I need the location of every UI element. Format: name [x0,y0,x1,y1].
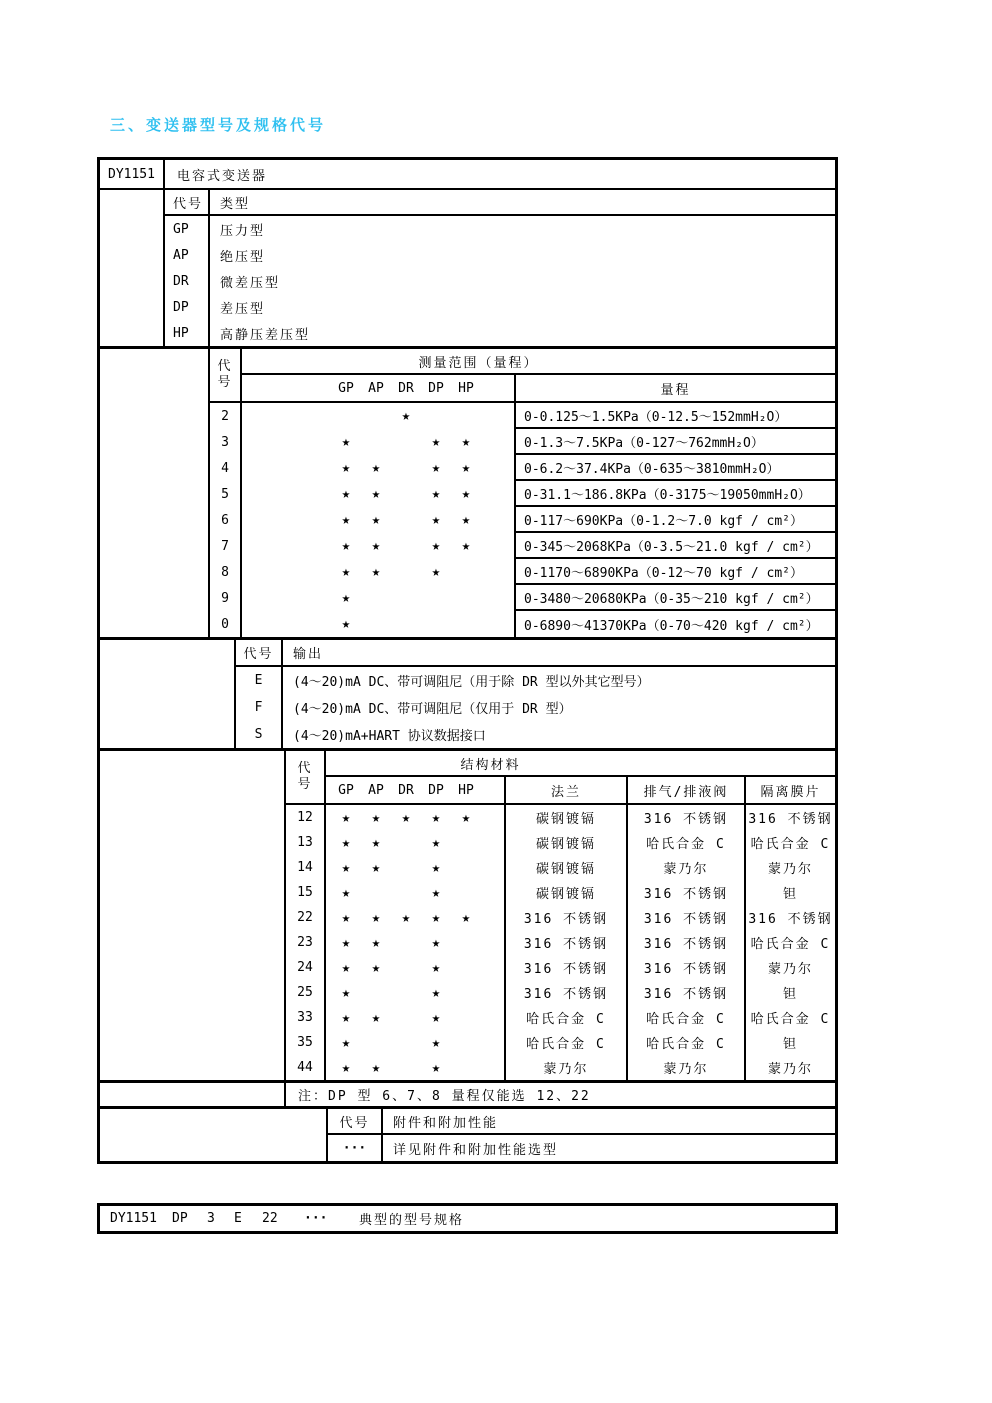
output-code-cell: F [236,694,283,721]
star-icon: ★ [461,538,471,554]
type-code-cell: AP [165,242,210,268]
material-code-cell: 33 [286,1005,326,1030]
model-desc-cell: 电容式变送器 [177,168,268,184]
type-label-cell: 差压型 [220,301,266,317]
column-label-dr: DR [398,782,414,798]
column-label-ap: AP [368,380,384,396]
flange-cell: 316 不锈钢 [506,905,628,930]
flange-cell: 蒙乃尔 [506,1055,628,1080]
diaphragm-cell: 蒙乃尔 [767,862,813,877]
star-icon: ★ [461,486,471,502]
star-icon: ★ [461,512,471,528]
range-star-cells [242,585,516,611]
material-code-cell: 24 [286,955,326,980]
type-label-cell: 压力型 [220,223,266,239]
accessory-header-row [328,1109,835,1135]
range-value-cell: 0-117～690KPa（0-1.2～7.0 kgf / cm²） [516,507,835,533]
column-label-hp: HP [458,380,474,396]
star-icon: ★ [371,512,381,528]
star-icon: ★ [341,1009,351,1026]
material-code-cell: 12 [286,805,326,830]
accessory-code-header: 代号 [328,1109,383,1133]
star-icon: ★ [341,834,351,851]
column-label-gp: GP [338,782,354,798]
star-icon: ★ [431,959,441,976]
material-code-cell: 15 [286,880,326,905]
valve-cell: 蒙乃尔 [628,855,746,880]
star-icon: ★ [341,564,351,580]
range-code-cell: 4 [210,455,242,481]
star-icon: ★ [371,959,381,976]
star-icon: ★ [341,959,351,976]
type-code-cell: HP [165,320,210,346]
range-code-cell: 9 [210,585,242,611]
type-header-row [165,190,835,216]
range-code-cell: 3 [210,429,242,455]
star-icon: ★ [431,1059,441,1076]
type-row [165,320,835,346]
model-row [100,160,835,188]
range-star-cells [242,559,516,585]
material-row [286,980,835,1005]
diaphragm-cell: 蒙乃尔 [767,962,813,977]
diaphragm-cell: 哈氏合金 C [750,937,831,952]
type-label-header: 类型 [220,196,251,212]
range-code-cell: 2 [210,403,242,429]
range-section [100,346,835,637]
valve-cell: 哈氏合金 C [628,1030,746,1055]
flange-cell: 碳钢镀镉 [506,830,628,855]
range-subheader-row [242,375,835,401]
accessory-label-header: 附件和附加性能 [393,1115,499,1131]
example-table [97,1203,838,1234]
flange-cell: 316 不锈钢 [506,955,628,980]
star-icon: ★ [341,590,351,606]
material-left-spacer [100,751,286,1080]
star-icon: ★ [431,512,441,528]
star-icon: ★ [431,460,441,476]
range-model-columns [242,375,516,401]
flange-cell: 哈氏合金 C [506,1005,628,1030]
type-code-cell: DR [165,268,210,294]
star-icon: ★ [431,538,441,554]
material-star-cells [326,1030,506,1055]
material-row [286,1005,835,1030]
star-icon: ★ [341,884,351,901]
range-value-cell: 0-31.1～186.8KPa（0-3175～19050mmH₂O） [516,481,835,507]
accessory-label-cell: 详见附件和附加性能选型 [393,1142,559,1158]
range-row [210,403,835,429]
material-title-cell: 结构材料 [326,751,835,777]
material-star-cells [326,880,506,905]
star-icon: ★ [341,512,351,528]
column-label-ap: AP [368,782,384,798]
valve-cell: 哈氏合金 C [628,1005,746,1030]
range-value-cell: 0-345～2068KPa（0-3.5～21.0 kgf / cm²） [516,533,835,559]
range-row [210,611,835,637]
accessory-left-spacer [100,1109,328,1161]
accessory-row [328,1135,835,1161]
flange-cell: 哈氏合金 C [506,1030,628,1055]
output-label-header: 输出 [293,647,324,662]
star-icon: ★ [401,909,411,926]
range-code-cell: 8 [210,559,242,585]
material-row [286,905,835,930]
diaphragm-cell: 316 不锈钢 [748,812,833,827]
range-code-header: 代 号 [210,349,242,401]
star-icon: ★ [341,1034,351,1051]
range-col-header: 量程 [660,382,691,398]
valve-cell: 316 不锈钢 [628,930,746,955]
star-icon: ★ [341,434,351,450]
material-code-cell: 25 [286,980,326,1005]
flange-cell: 316 不锈钢 [506,980,628,1005]
range-left-spacer [100,349,210,637]
material-star-cells [326,855,506,880]
star-icon: ★ [341,984,351,1001]
range-row [210,429,835,455]
output-label-cell: (4～20)mA DC、带可调阻尼（仅用于 DR 型） [293,702,572,717]
accessory-section [100,1106,835,1161]
material-code-cell: 13 [286,830,326,855]
material-code-cell: 44 [286,1055,326,1080]
flange-col-header: 法兰 [506,777,628,803]
star-icon: ★ [371,460,381,476]
star-icon: ★ [341,538,351,554]
type-section [100,188,835,346]
diaphragm-cell: 钽 [782,1037,798,1052]
valve-cell: 316 不锈钢 [628,980,746,1005]
example-label: 典型的型号规格 [359,1213,465,1228]
column-label-dr: DR [398,380,414,396]
column-label-hp: HP [458,782,474,798]
accessory-code-cell: ··· [328,1135,383,1161]
material-model-columns [326,777,506,803]
type-left-spacer [100,190,165,346]
material-code-cell: 14 [286,855,326,880]
example-material-code: 22 [262,1211,278,1226]
range-value-cell: 0-0.125～1.5KPa（0-12.5～152mmH₂O） [516,403,835,429]
diaphragm-col-header: 隔离膜片 [760,784,821,800]
material-row [286,930,835,955]
output-code-header: 代号 [236,640,283,665]
material-row [286,955,835,980]
star-icon: ★ [431,486,441,502]
range-header [210,349,835,403]
material-star-cells [326,1005,506,1030]
material-row [286,830,835,855]
example-range-code: 3 [207,1211,215,1226]
type-code-header: 代号 [165,190,210,214]
star-icon: ★ [341,460,351,476]
output-left-spacer [100,640,236,748]
flange-cell: 碳钢镀镉 [506,880,628,905]
range-row [210,533,835,559]
star-icon: ★ [371,809,381,826]
star-icon: ★ [371,859,381,876]
range-title-cell: 测量范围（量程） [242,349,835,375]
note-row [100,1080,835,1106]
star-icon: ★ [341,486,351,502]
star-icon: ★ [371,1009,381,1026]
output-code-cell: E [236,667,283,694]
range-row [210,559,835,585]
valve-cell: 316 不锈钢 [628,905,746,930]
output-label-cell: (4～20)mA DC、带可调阻尼（用于除 DR 型以外其它型号） [293,675,650,690]
range-star-cells [242,403,516,429]
valve-cell: 316 不锈钢 [628,880,746,905]
range-code-cell: 5 [210,481,242,507]
star-icon: ★ [461,909,471,926]
range-code-cell: 0 [210,611,242,637]
material-row [286,1030,835,1055]
star-icon: ★ [371,834,381,851]
material-star-cells [326,1055,506,1080]
diaphragm-cell: 钽 [782,887,798,902]
range-star-cells [242,507,516,533]
spec-table [97,157,838,1164]
material-star-cells [326,805,506,830]
material-star-cells [326,955,506,980]
note-text: 注：DP 型 6、7、8 量程仅能选 12、22 [298,1089,591,1104]
material-code-header: 代 号 [286,751,326,803]
star-icon: ★ [401,809,411,826]
star-icon: ★ [461,434,471,450]
model-code-cell: DY1151 [100,160,165,188]
column-label-gp: GP [338,380,354,396]
material-star-cells [326,830,506,855]
type-row [165,216,835,242]
type-row [165,294,835,320]
diaphragm-cell: 钽 [782,987,798,1002]
range-star-cells [242,481,516,507]
page-title: 三、变送器型号及规格代号 [110,116,327,134]
flange-cell: 316 不锈钢 [506,930,628,955]
output-section [100,637,835,748]
example-type-code: DP [172,1211,188,1226]
output-label-cell: (4～20)mA+HART 协议数据接口 [293,729,486,744]
material-code-cell: 22 [286,905,326,930]
star-icon: ★ [371,934,381,951]
star-icon: ★ [431,859,441,876]
material-subheader-row [326,777,835,803]
star-icon: ★ [461,460,471,476]
range-row [210,455,835,481]
range-row [210,585,835,611]
star-icon: ★ [341,809,351,826]
material-code-cell: 23 [286,930,326,955]
note-left-spacer [100,1083,286,1106]
star-icon: ★ [341,616,351,632]
type-label-cell: 高静压差压型 [220,327,311,343]
range-row [210,481,835,507]
valve-cell: 蒙乃尔 [628,1055,746,1080]
diaphragm-cell: 316 不锈钢 [748,912,833,927]
range-code-cell: 6 [210,507,242,533]
star-icon: ★ [431,834,441,851]
range-value-cell: 0-6890～41370KPa（0-70～420 kgf / cm²） [524,618,819,634]
valve-cell: 316 不锈钢 [628,805,746,830]
star-icon: ★ [431,1009,441,1026]
star-icon: ★ [431,564,441,580]
diaphragm-cell: 哈氏合金 C [750,1012,831,1027]
range-value-cell: 0-1.3～7.5KPa（0-127～762mmH₂O） [516,429,835,455]
star-icon: ★ [431,984,441,1001]
star-icon: ★ [431,1034,441,1051]
type-label-cell: 绝压型 [220,249,266,265]
material-star-cells [326,905,506,930]
valve-col-header: 排气/排液阀 [628,777,746,803]
flange-cell: 碳钢镀镉 [506,805,628,830]
type-row [165,268,835,294]
star-icon: ★ [431,809,441,826]
type-code-cell: GP [165,216,210,242]
output-row [236,721,835,748]
example-output-code: E [234,1211,242,1226]
star-icon: ★ [341,859,351,876]
star-icon: ★ [341,934,351,951]
star-icon: ★ [371,1059,381,1076]
material-header [286,751,835,805]
column-label-dp: DP [428,782,444,798]
star-icon: ★ [431,434,441,450]
material-code-cell: 35 [286,1030,326,1055]
star-icon: ★ [401,408,411,424]
range-star-cells [242,611,516,637]
range-code-cell: 7 [210,533,242,559]
star-icon: ★ [431,934,441,951]
star-icon: ★ [341,1059,351,1076]
star-icon: ★ [371,564,381,580]
range-star-cells [242,429,516,455]
output-header-row [236,640,835,667]
material-row [286,805,835,830]
range-value-cell: 0-1170～6890KPa（0-12～70 kgf / cm²） [516,559,835,585]
example-model-code: DY1151 [110,1211,157,1226]
valve-cell: 哈氏合金 C [628,830,746,855]
type-row [165,242,835,268]
type-label-cell: 微差压型 [220,275,281,291]
star-icon: ★ [371,538,381,554]
material-row [286,855,835,880]
output-row [236,667,835,694]
material-star-cells [326,980,506,1005]
range-row [210,507,835,533]
material-section [100,748,835,1080]
material-row [286,1055,835,1080]
valve-cell: 316 不锈钢 [628,955,746,980]
flange-cell: 碳钢镀镉 [506,855,628,880]
column-label-dp: DP [428,380,444,396]
type-code-cell: DP [165,294,210,320]
example-accessory-code: ··· [304,1211,328,1226]
star-icon: ★ [341,909,351,926]
material-row [286,880,835,905]
range-star-cells [242,533,516,559]
star-icon: ★ [431,884,441,901]
star-icon: ★ [431,909,441,926]
diaphragm-cell: 蒙乃尔 [767,1062,813,1077]
star-icon: ★ [371,486,381,502]
diaphragm-cell: 哈氏合金 C [750,837,831,852]
range-value-cell: 0-6.2～37.4KPa（0-635～3810mmH₂O） [516,455,835,481]
star-icon: ★ [371,909,381,926]
star-icon: ★ [461,809,471,826]
output-code-cell: S [236,721,283,748]
range-star-cells [242,455,516,481]
material-star-cells [326,930,506,955]
output-row [236,694,835,721]
range-value-cell: 0-3480～20680KPa（0-35～210 kgf / cm²） [516,585,835,611]
